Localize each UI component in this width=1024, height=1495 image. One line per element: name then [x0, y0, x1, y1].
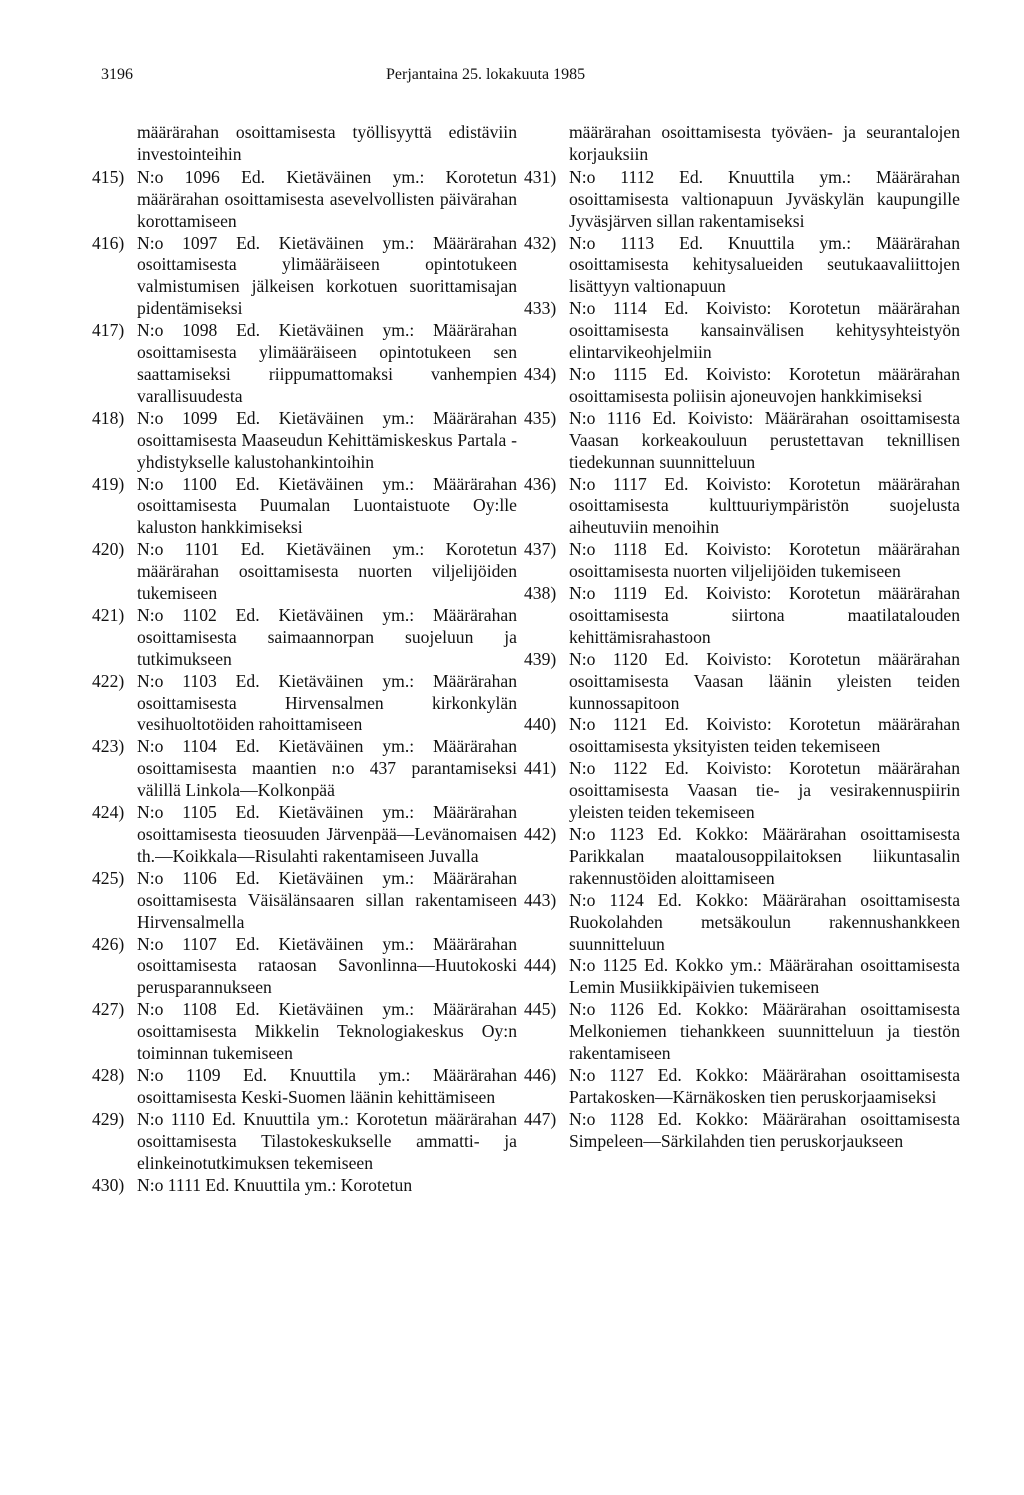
- entry-number: 441): [524, 758, 557, 779]
- entry-number: 447): [524, 1108, 557, 1129]
- entry-text: N:o 1110 Ed. Knuuttila ym.: Korotetun määrärahan osoittamisesta Tilastokeskukselle ammatti- ja elinkeinotutkimuksen tekemiseen: [137, 1108, 517, 1173]
- entry-text: N:o 1102 Ed. Kietäväinen ym.: Määrärahan osoittamisesta saimaannorpan suojeluun ja tutkimukseen: [137, 604, 517, 669]
- entry-number: 430): [92, 1174, 125, 1195]
- entry-number: 439): [524, 648, 557, 669]
- list-item: [524, 955, 960, 999]
- entry-text: N:o 1109 Ed. Knuuttila ym.: Määrärahan osoittamisesta Keski-Suomen läänin kehittämiseen: [137, 1064, 517, 1107]
- list-item: [524, 714, 960, 758]
- list-item: [92, 999, 517, 1065]
- entry-text: N:o 1107 Ed. Kietäväinen ym.: Määrärahan osoittamisesta rataosan Savonlinna—Huutokoski perusparannukseen: [137, 933, 517, 998]
- list-item: [524, 1065, 960, 1109]
- list-item: [92, 539, 517, 605]
- entry-number: 444): [524, 955, 557, 976]
- running-title: Perjantaina 25. lokakuuta 1985: [386, 66, 586, 83]
- entry-number: 422): [92, 670, 125, 691]
- entry-text: N:o 1126 Ed. Kokko: Määrärahan osoittamisesta Melkoniemen tiehankkeen suunnitteluun ja tiestön rakentamiseen: [569, 999, 960, 1064]
- list-item: [524, 408, 960, 474]
- entry-text: N:o 1113 Ed. Knuuttila ym.: Määrärahan osoittamisesta kehitysalueiden seutukaavaliittojen lisättyyn valtionapuun: [569, 232, 960, 297]
- entry-number: 415): [92, 166, 125, 187]
- entry-text: N:o 1121 Ed. Koivisto: Korotetun määrärahan osoittamisesta yksityisten teiden tekemiseen: [569, 714, 960, 757]
- list-item: [524, 233, 960, 299]
- entry-list: [524, 167, 960, 1153]
- entry-number: 416): [92, 232, 125, 253]
- list-item: [524, 298, 960, 364]
- page-header: [0, 66, 1024, 90]
- entry-text: N:o 1112 Ed. Knuuttila ym.: Määrärahan osoittamisesta valtionapuun Jyväskylän kaupungille Jyväsjärven sillan rakentamiseksi: [569, 166, 960, 231]
- entry-number: 446): [524, 1064, 557, 1085]
- left-column: [92, 122, 517, 1196]
- entry-number: 417): [92, 320, 125, 341]
- entry-number: 435): [524, 407, 557, 428]
- list-item: [524, 649, 960, 715]
- entry-number: 434): [524, 363, 557, 384]
- entry-text: N:o 1104 Ed. Kietäväinen ym.: Määrärahan osoittamisesta maantien n:o 437 parantamiseksi välillä Linkola—Kolkonpää: [137, 736, 517, 801]
- entry-number: 429): [92, 1108, 125, 1129]
- list-item: [92, 1065, 517, 1109]
- list-item: [92, 671, 517, 737]
- entry-text: N:o 1100 Ed. Kietäväinen ym.: Määrärahan osoittamisesta Puumalan Luontaistuote Oy:lle kaluston hankkimiseksi: [137, 473, 517, 538]
- list-item: [92, 1109, 517, 1175]
- entry-text: N:o 1105 Ed. Kietäväinen ym.: Määrärahan osoittamisesta tieosuuden Järvenpää—Levänomaisen th.—Koikkala—Risulahti rakentamiseen Juvalla: [137, 802, 517, 866]
- entry-number: 433): [524, 298, 557, 319]
- entry-number: 419): [92, 473, 125, 494]
- entry-list: [92, 167, 517, 1197]
- entry-number: 440): [524, 714, 557, 735]
- entry-number: 424): [92, 802, 125, 823]
- entry-number: 431): [524, 166, 557, 187]
- list-item: [524, 890, 960, 956]
- list-item: [524, 824, 960, 890]
- list-item: [524, 539, 960, 583]
- entry-text: N:o 1120 Ed. Koivisto: Korotetun määrärahan osoittamisesta Vaasan läänin yleisten teiden kunnossapitoon: [569, 648, 960, 713]
- entry-number: 442): [524, 824, 557, 844]
- entry-number: 421): [92, 604, 125, 625]
- entry-number: 428): [92, 1064, 125, 1085]
- entry-number: 437): [524, 539, 557, 560]
- entry-text: N:o 1128 Ed. Kokko: Määrärahan osoittamisesta Simpeleen—Särkilahden tien peruskorjaukseen: [569, 1108, 960, 1151]
- entry-text: N:o 1106 Ed. Kietäväinen ym.: Määrärahan osoittamisesta Väisälänsaaren sillan rakentamiseen Hirvensalmella: [137, 867, 517, 932]
- list-item: [92, 1175, 517, 1197]
- list-item: [92, 802, 517, 868]
- list-item: [524, 583, 960, 649]
- list-item: [524, 1109, 960, 1153]
- entry-text: N:o 1119 Ed. Koivisto: Korotetun määrärahan osoittamisesta siirtona maatilatalouden kehittämisrahastoon: [569, 583, 960, 647]
- list-item: [92, 408, 517, 474]
- entry-text: N:o 1097 Ed. Kietäväinen ym.: Määrärahan osoittamisesta ylimääräiseen opintotukeen valmistumisen jälkeisen korkotuen suorittamisajan pidentämiseksi: [137, 232, 517, 319]
- entry-number: 438): [524, 583, 557, 604]
- entry-number: 418): [92, 407, 125, 428]
- entry-text: N:o 1117 Ed. Koivisto: Korotetun määrärahan osoittamisesta kulttuuriympäristön suojelusta aiheutuviin menoihin: [569, 473, 960, 538]
- list-item: [92, 736, 517, 802]
- list-item: [92, 474, 517, 540]
- entry-text: N:o 1096 Ed. Kietäväinen ym.: Korotetun määrärahan osoittamisesta asevelvollisten päivärahan korottamiseen: [137, 166, 517, 231]
- list-item: [524, 364, 960, 408]
- page-number: 3196: [101, 66, 133, 83]
- entry-number: 427): [92, 999, 125, 1020]
- entry-text: N:o 1098 Ed. Kietäväinen ym.: Määrärahan osoittamisesta ylimääräiseen opintotukeen sen saattamiseksi riippumattomaksi vanhempien varallisuudesta: [137, 320, 517, 406]
- list-item: [92, 934, 517, 1000]
- entry-text: N:o 1124 Ed. Kokko: Määrärahan osoittamisesta Ruokolahden metsäkoulun rakennushankkeen suunnitteluun: [569, 889, 960, 954]
- entry-text: N:o 1127 Ed. Kokko: Määrärahan osoittamisesta Partakosken—Kärnäkosken tien peruskorjaamiseksi: [569, 1064, 960, 1107]
- continuation-text: määrärahan osoittamisesta työllisyyttä edistäviin investointeihin: [137, 122, 517, 164]
- right-column: [524, 122, 960, 1153]
- entry-number: 425): [92, 867, 125, 888]
- entry-number: 445): [524, 999, 557, 1020]
- list-item: [92, 605, 517, 671]
- list-item: [92, 320, 517, 408]
- continuation-text: määrärahan osoittamisesta työväen- ja seurantalojen korjauksiin: [569, 122, 960, 164]
- entry-text: N:o 1118 Ed. Koivisto: Korotetun määrärahan osoittamisesta nuorten viljelijöiden tukemiseen: [569, 539, 960, 582]
- entry-number: 432): [524, 232, 557, 253]
- entry-text: N:o 1103 Ed. Kietäväinen ym.: Määrärahan osoittamisesta Hirvensalmen kirkonkylän vesihuoltotöiden rahoittamiseen: [137, 670, 517, 735]
- entry-number: 423): [92, 736, 125, 757]
- entry-text: N:o 1116 Ed. Koivisto: Määrärahan osoittamisesta Vaasan korkeakouluun perustettavan teknillisen tiedekunnan suunnitteluun: [569, 407, 960, 472]
- list-item: [524, 167, 960, 233]
- list-item: [524, 999, 960, 1065]
- list-item: [524, 474, 960, 540]
- entry-text: N:o 1122 Ed. Koivisto: Korotetun määrärahan osoittamisesta Vaasan tie- ja vesirakennuspiirin yleisten teiden tekemiseen: [569, 758, 960, 823]
- entry-text: N:o 1115 Ed. Koivisto: Korotetun määrärahan osoittamisesta poliisin ajoneuvojen hankkimiseksi: [569, 363, 960, 406]
- entry-text: N:o 1111 Ed. Knuuttila ym.: Korotetun: [137, 1174, 413, 1195]
- entry-text: N:o 1114 Ed. Koivisto: Korotetun määrärahan osoittamisesta kansainvälisen kehitysyhteistyön elintarvikeohjelmiin: [569, 298, 960, 363]
- entry-number: 436): [524, 473, 557, 494]
- list-item: [92, 167, 517, 233]
- list-item: [92, 868, 517, 934]
- entry-text: N:o 1101 Ed. Kietäväinen ym.: Korotetun määrärahan osoittamisesta nuorten viljelijöiden tukemiseen: [137, 539, 517, 604]
- entry-text: N:o 1099 Ed. Kietäväinen ym.: Määrärahan osoittamisesta Maaseudun Kehittämiskeskus Partala -yhdistykselle kalustohankintoihin: [137, 407, 517, 472]
- list-item: [524, 758, 960, 824]
- entry-text: N:o 1108 Ed. Kietäväinen ym.: Määrärahan osoittamisesta Mikkelin Teknologiakeskus Oy:n toiminnan tukemiseen: [137, 999, 517, 1064]
- entry-number: 420): [92, 539, 125, 560]
- entry-number: 443): [524, 889, 557, 910]
- list-item: [92, 233, 517, 321]
- entry-text: N:o 1125 Ed. Kokko ym.: Määrärahan osoittamisesta Lemin Musiikkipäivien tukemiseen: [569, 955, 960, 998]
- entry-text: N:o 1123 Ed. Kokko: Määrärahan osoittamisesta Parikkalan maatalousoppilaitoksen liikuntasalin rakennustöiden aloittamiseen: [569, 824, 960, 888]
- entry-number: 426): [92, 933, 125, 954]
